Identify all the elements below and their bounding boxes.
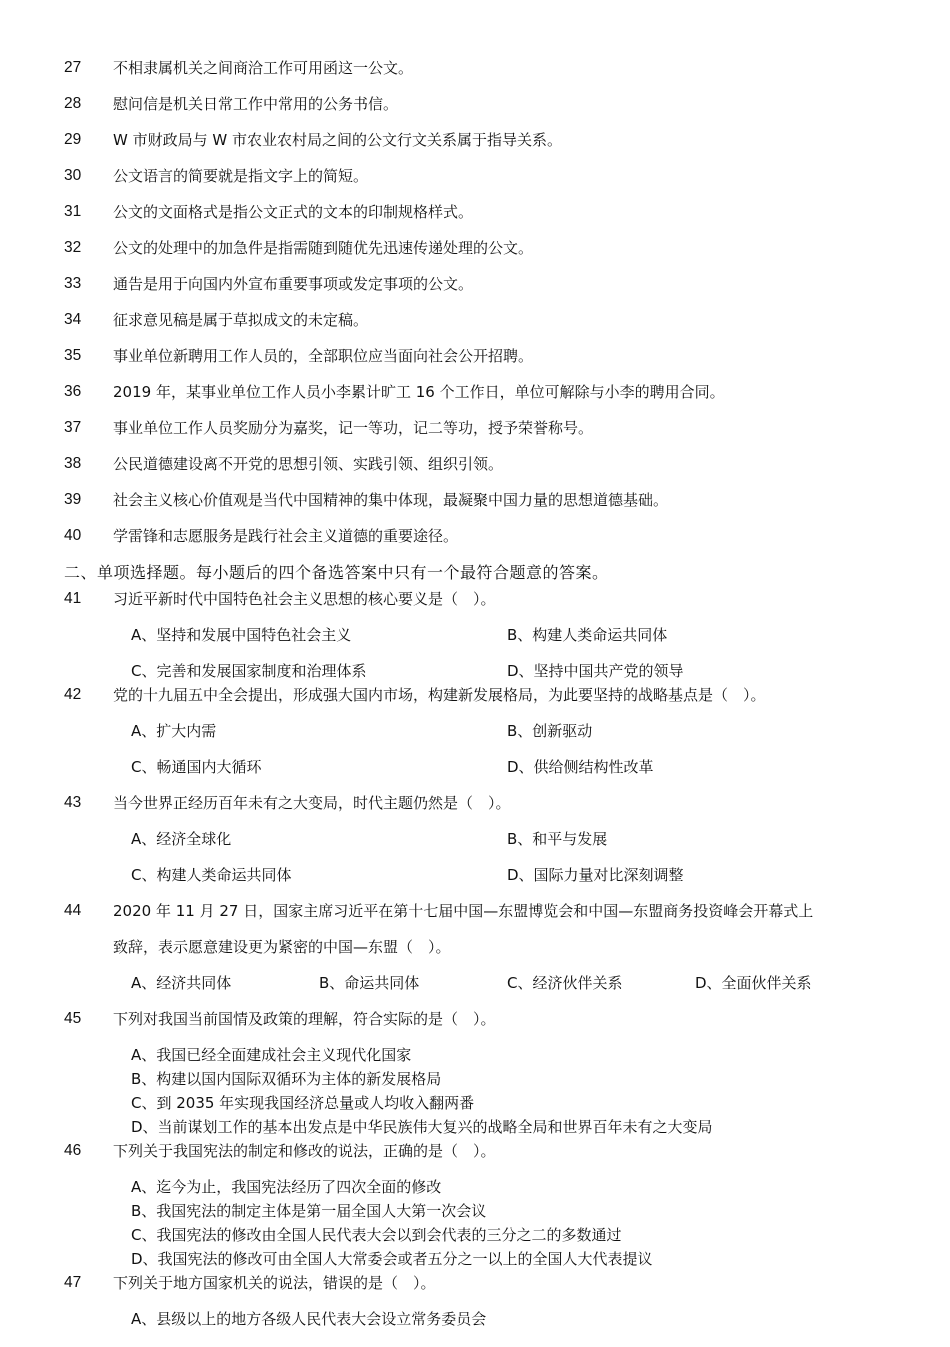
question-number: 35 — [64, 347, 82, 364]
question-text: 通告是用于向国内外宣布重要事项或发定事项的公文。 — [113, 275, 474, 293]
question-number: 33 — [64, 275, 82, 292]
question-text: 学雷锋和志愿服务是践行社会主义道德的重要途径。 — [113, 527, 459, 545]
question-number: 34 — [64, 311, 82, 328]
option-b: B、创新驱动 — [507, 722, 593, 740]
question-number: 39 — [64, 491, 82, 508]
option-d: D、国际力量对比深刻调整 — [507, 866, 684, 884]
option-d: D、我国宪法的修改可由全国人大常委会或者五分之一以上的全国人大代表提议 — [131, 1250, 653, 1268]
option-a: A、坚持和发展中国特色社会主义 — [131, 626, 352, 644]
option-d: D、全面伙伴关系 — [695, 974, 812, 992]
question-text: 不相隶属机关之间商洽工作可用函这一公文。 — [113, 59, 414, 77]
section-title: 二、单项选择题。每小题后的四个备选答案中只有一个最符合题意的答案。 — [64, 563, 609, 582]
option-d: D、坚持中国共产党的领导 — [507, 662, 684, 680]
option-d: D、当前谋划工作的基本出发点是中华民族伟大复兴的战略全局和世界百年未有之大变局 — [131, 1118, 713, 1136]
question-text: W 市财政局与 W 市农业农村局之间的公文行文关系属于指导关系。 — [113, 131, 562, 149]
question-text: 社会主义核心价值观是当代中国精神的集中体现，最凝聚中国力量的思想道德基础。 — [113, 491, 669, 509]
option-c: C、畅通国内大循环 — [131, 758, 262, 776]
question-number: 42 — [64, 686, 82, 703]
option-a: A、县级以上的地方各级人民代表大会设立常务委员会 — [131, 1310, 487, 1328]
option-a: A、迄今为止，我国宪法经历了四次全面的修改 — [131, 1178, 442, 1196]
question-text: 事业单位工作人员奖励分为嘉奖，记一等功，记二等功，授予荣誉称号。 — [113, 419, 594, 437]
option-b: B、构建人类命运共同体 — [507, 626, 668, 644]
question-text: 习近平新时代中国特色社会主义思想的核心要义是（ ）。 — [113, 590, 496, 608]
question-number: 38 — [64, 455, 82, 472]
question-text: 公民道德建设离不开党的思想引领、实践引领、组织引领。 — [113, 455, 504, 473]
question-text: 公文的处理中的加急件是指需随到随优先迅速传递处理的公文。 — [113, 239, 534, 257]
option-a: A、我国已经全面建成社会主义现代化国家 — [131, 1046, 412, 1064]
option-b: B、我国宪法的制定主体是第一届全国人大第一次会议 — [131, 1202, 487, 1220]
option-a: A、经济全球化 — [131, 830, 232, 848]
option-c: C、我国宪法的修改由全国人民代表大会以到会代表的三分之二的多数通过 — [131, 1226, 622, 1244]
question-text: 公文语言的简要就是指文字上的简短。 — [113, 167, 369, 185]
option-a: A、经济共同体 — [131, 974, 232, 992]
option-c: C、到 2035 年实现我国经济总量或人均收入翻两番 — [131, 1094, 475, 1112]
question-text: 慰问信是机关日常工作中常用的公务书信。 — [113, 95, 399, 113]
question-number: 31 — [64, 203, 82, 220]
question-number: 46 — [64, 1142, 82, 1159]
question-text: 下列关于地方国家机关的说法，错误的是（ ）。 — [113, 1274, 436, 1292]
question-number: 47 — [64, 1274, 82, 1291]
question-text: 下列关于我国宪法的制定和修改的说法，正确的是（ ）。 — [113, 1142, 496, 1160]
option-d: D、供给侧结构性改革 — [507, 758, 654, 776]
question-number: 40 — [64, 527, 82, 544]
question-text: 致辞，表示愿意建设更为紧密的中国—东盟（ ）。 — [113, 938, 451, 956]
option-b: B、构建以国内国际双循环为主体的新发展格局 — [131, 1070, 442, 1088]
question-text: 公文的文面格式是指公文正式的文本的印制规格样式。 — [113, 203, 474, 221]
question-number: 45 — [64, 1010, 82, 1027]
question-text: 事业单位新聘用工作人员的，全部职位应当面向社会公开招聘。 — [113, 347, 534, 365]
question-number: 36 — [64, 383, 82, 400]
option-a: A、扩大内需 — [131, 722, 217, 740]
option-c: C、完善和发展国家制度和治理体系 — [131, 662, 367, 680]
question-text: 党的十九届五中全会提出，形成强大国内市场，构建新发展格局，为此要坚持的战略基点是（ ）。 — [113, 686, 766, 704]
question-number: 30 — [64, 167, 82, 184]
question-number: 44 — [64, 902, 82, 919]
question-text: 2019 年，某事业单位工作人员小李累计旷工 16 个工作日，单位可解除与小李的聘用合同。 — [113, 383, 725, 401]
question-text: 当今世界正经历百年未有之大变局，时代主题仍然是（ ）。 — [113, 794, 511, 812]
option-b: B、和平与发展 — [507, 830, 608, 848]
question-number: 29 — [64, 131, 82, 148]
question-text: 2020 年 11 月 27 日，国家主席习近平在第十七届中国—东盟博览会和中国—东盟商务投资峰会开幕式上 — [113, 902, 814, 920]
question-number: 41 — [64, 590, 82, 607]
question-number: 27 — [64, 59, 82, 76]
option-b: B、命运共同体 — [319, 974, 420, 992]
option-c: C、构建人类命运共同体 — [131, 866, 292, 884]
question-text: 下列对我国当前国情及政策的理解，符合实际的是（ ）。 — [113, 1010, 496, 1028]
question-number: 28 — [64, 95, 82, 112]
question-number: 43 — [64, 794, 82, 811]
question-number: 37 — [64, 419, 82, 436]
option-c: C、经济伙伴关系 — [507, 974, 623, 992]
question-number: 32 — [64, 239, 82, 256]
question-text: 征求意见稿是属于草拟成文的未定稿。 — [113, 311, 369, 329]
